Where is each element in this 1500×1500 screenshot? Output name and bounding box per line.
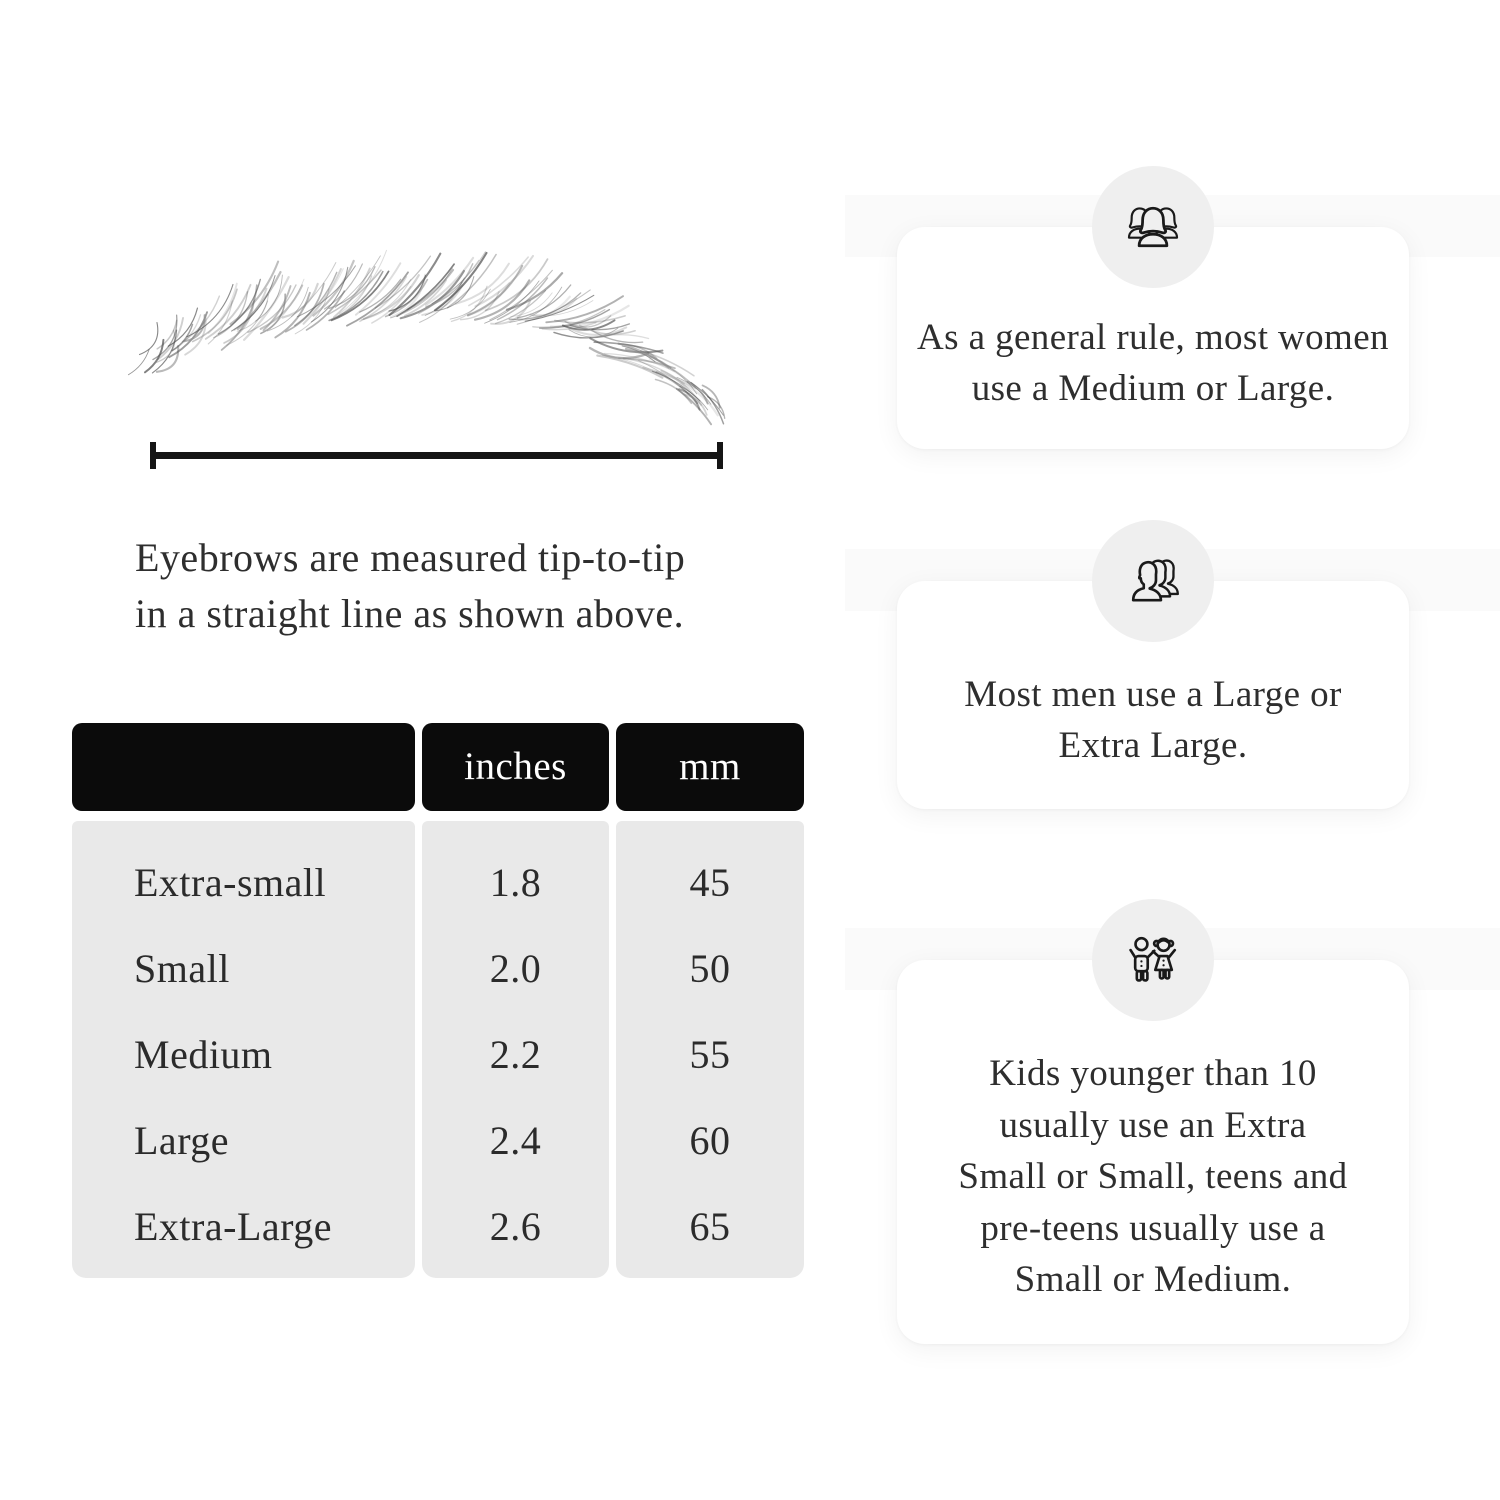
- tip-card-men: [897, 581, 1409, 809]
- size-label: Large: [134, 1117, 230, 1163]
- kids-icon-circle: [1092, 899, 1214, 1021]
- card-text-line: Small or Small, teens and: [958, 1156, 1348, 1198]
- inches-value: 1.8: [489, 859, 542, 905]
- caption-line-1: Eyebrows are measured tip-to-tip: [135, 535, 686, 580]
- card-text: [958, 1048, 1347, 1306]
- tip-card-women: [897, 227, 1409, 449]
- inches-value: 2.0: [489, 945, 542, 991]
- women-group-icon: [1120, 194, 1186, 260]
- men-icon-circle: [1092, 520, 1214, 642]
- table-header-size: [72, 723, 415, 811]
- size-label: Medium: [134, 1031, 273, 1077]
- measurement-line: [152, 452, 721, 459]
- size-label: Extra-small: [134, 859, 327, 905]
- table-column-inches: [422, 821, 609, 1278]
- table-header-inches: inches: [422, 723, 609, 811]
- card-text: [917, 312, 1389, 415]
- card-text: [964, 669, 1341, 772]
- men-group-icon: [1120, 548, 1186, 614]
- mm-value: 45: [689, 859, 731, 905]
- size-label: Extra-Large: [134, 1203, 332, 1249]
- table-column-size-labels: [72, 821, 415, 1278]
- tip-card-kids: [897, 960, 1409, 1344]
- size-label: Small: [134, 945, 230, 991]
- inches-value: 2.6: [489, 1203, 542, 1249]
- mm-value: 50: [689, 945, 731, 991]
- card-text-line: Extra Large.: [1058, 725, 1248, 766]
- card-text-line: Small or Medium.: [1014, 1259, 1292, 1301]
- size-table: [72, 723, 804, 1278]
- mm-value: 60: [689, 1117, 731, 1163]
- measurement-caption: [135, 530, 685, 642]
- card-text-line: pre-teens usually use a: [980, 1207, 1326, 1249]
- card-text-line: Most men use a Large or: [964, 673, 1342, 715]
- mm-value: 65: [689, 1203, 731, 1249]
- table-column-mm: [616, 821, 804, 1278]
- card-text-line: usually use an Extra: [999, 1104, 1307, 1146]
- caption-line-2: in a straight line as shown above.: [135, 591, 685, 636]
- inches-value: 2.4: [489, 1117, 542, 1163]
- kids-icon: [1120, 927, 1186, 993]
- mm-value: 55: [689, 1031, 731, 1077]
- inches-value: 2.2: [489, 1031, 542, 1077]
- card-text-line: Kids younger than 10: [989, 1053, 1317, 1095]
- card-text-line: use a Medium or Large.: [971, 368, 1335, 409]
- table-header-mm: mm: [616, 723, 804, 811]
- women-icon-circle: [1092, 166, 1214, 288]
- eyebrow-illustration: [115, 245, 750, 425]
- card-text-line: As a general rule, most women: [917, 316, 1389, 358]
